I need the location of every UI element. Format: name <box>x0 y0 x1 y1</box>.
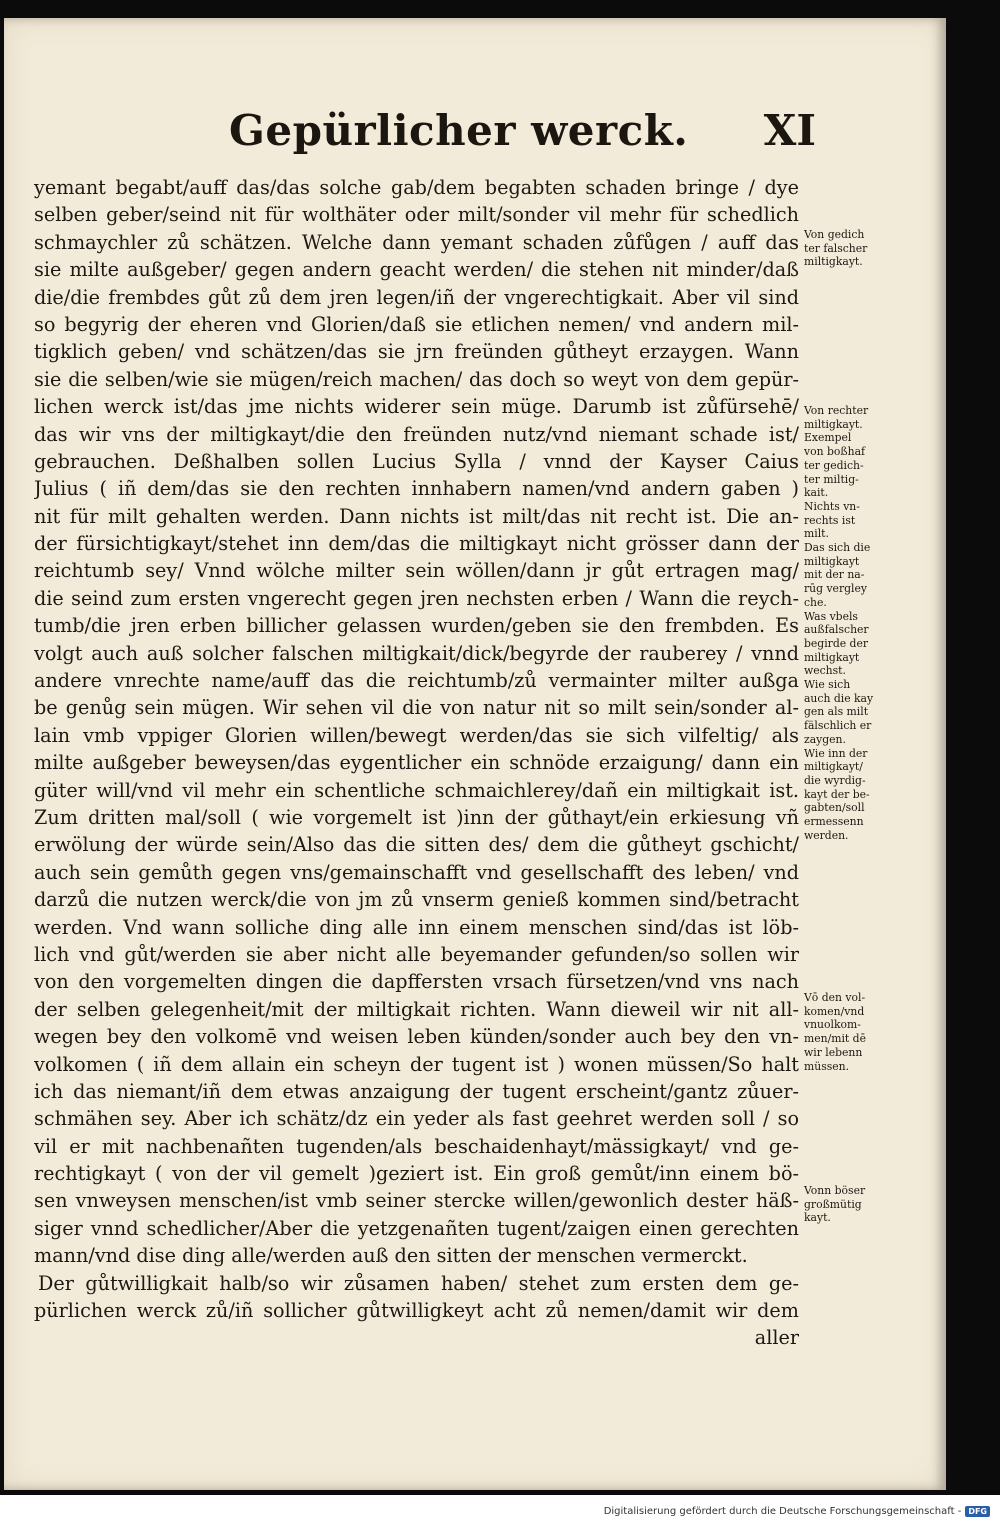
book-page <box>4 18 946 1490</box>
margin-note-line: kayt der be- <box>804 787 870 801</box>
margin-note-line: auch die kay <box>804 691 874 705</box>
text-line: sen vnweysen menschen/ist vmb seiner stercke willen/gewonlich dester häß- <box>34 1189 799 1213</box>
running-head: Gepürlicher werck. <box>229 106 689 155</box>
margin-note-line: rechts ist <box>804 513 856 527</box>
folio-number: XI <box>763 106 816 155</box>
text-line: mann/vnd dise ding alle/werden auß den sitten der menschen vermerckt. <box>34 1244 748 1268</box>
text-line: rechtigkayt ( von der vil gemelt )geziert ist. Ein groß gemůt/inn einem bö- <box>34 1162 799 1186</box>
text-line: sie die selben/wie sie mügen/reich machen/ das doch so weyt von dem gepür- <box>34 367 799 391</box>
margin-note-line: Exempel <box>804 431 852 445</box>
margin-note-line: Was vbels <box>804 609 858 623</box>
margin-note-line: gen als milt <box>804 705 869 719</box>
text-line: auch sein gemůth gegen vns/gemainschafft vnd gesellschafft des leben/ vnd <box>34 860 799 884</box>
margin-note-line: rūg vergley <box>804 582 867 596</box>
margin-note-line: die wyrdig- <box>804 773 866 787</box>
margin-note-1 <box>804 228 912 269</box>
text-line: vil er mit nachbenañten tugenden/als beschaidenhayt/mässigkayt/ vnd ge- <box>34 1134 799 1158</box>
text-line: der selben gelegenheit/mit der miltigkait richten. Wann dieweil wir nit all- <box>34 997 799 1021</box>
text-line: gebrauchen. Deßhalben sollen Lucius Sylla / vnnd der Kayser Caius <box>34 449 799 473</box>
text-line: siger vnnd schedlicher/Aber die yetzgenañten tugent/zaigen einen gerechten <box>34 1216 799 1240</box>
text-line: volkomen ( iñ dem allain ein scheyn der tugent ist ) wonen müssen/So halt <box>34 1052 799 1076</box>
margin-note-line: werden. <box>804 828 849 842</box>
text-line: die/die frembdes gůt zů dem jren legen/iñ der vngerechtigkait. Aber vil sind <box>34 285 799 309</box>
margin-note-line: begirde der <box>804 636 869 650</box>
text-line: tigklich geben/ vnd schätzen/das sie jrn freünden gůtheyt erzaygen. Wann <box>34 340 799 364</box>
margin-note-line: Von gedich <box>804 228 865 241</box>
text-line: yemant begabt/auff das/das solche gab/dem begabten schaden bringe / dye <box>34 176 799 199</box>
credit-text: Digitalisierung gefördert durch die Deutsche Forschungsgemeinschaft - <box>603 1506 962 1517</box>
digitization-credit <box>604 1506 990 1517</box>
main-text-block <box>34 174 799 1352</box>
margin-note-line: miltigkayt/ <box>804 760 863 774</box>
margin-note-line: fälschlich er <box>804 719 872 733</box>
margin-note-line: vnuolkom- <box>804 1018 861 1032</box>
margin-note-line: Wie inn der <box>804 746 868 760</box>
margin-note-line: miltigkayt <box>804 554 860 568</box>
margin-note-line: ter miltig- <box>804 472 859 486</box>
margin-note-line: von boßhaf <box>804 445 865 459</box>
margin-note-line: miltigkayt. <box>804 255 863 269</box>
margin-note-line: außfalscher <box>804 623 869 637</box>
margin-note-line: wechst. <box>804 664 846 678</box>
text-line: güter will/vnd vil mehr ein schentliche schmaichlerey/dañ ein miltigkait ist. <box>34 778 799 802</box>
margin-note-4 <box>804 1184 912 1225</box>
margin-note-line: Nichts vn- <box>804 499 860 513</box>
text-line: lain vmb vppiger Glorien willen/bewegt werden/das sie sich vilfeltig/ als <box>34 723 799 747</box>
text-line: darzů die nutzen werck/die von jm zů vnserm genieß kommen sind/betracht <box>34 888 799 912</box>
text-line: Der gůtwilligkait halb/so wir zůsamen haben/ stehet zum ersten dem ge- <box>38 1271 799 1295</box>
dfg-logo: DFG <box>965 1506 990 1517</box>
text-line: tumb/die jren erben billicher gelassen wurden/geben sie den frembden. Es <box>34 614 799 638</box>
text-line: schmähen sey. Aber ich schätz/dz ein yeder als fast geehret werden soll / so <box>34 1107 799 1131</box>
text-line: andere vnrechte name/auff das die reichtumb/zů vermainter milter außga <box>34 669 799 693</box>
text-line: Zum dritten mal/soll ( wie vorgemelt ist )inn der gůthayt/ein erkiesung vñ <box>34 805 799 829</box>
margin-note-line: Vonn böser <box>804 1184 866 1197</box>
margin-note-line: milt. <box>804 527 829 541</box>
text-line: selben geber/seind nit für wolthäter oder milt/sonder vil mehr für schedlich <box>34 203 799 227</box>
margin-note-line: ter falscher <box>804 241 868 255</box>
text-line: be genůg sein mügen. Wir sehen vil die von natur nit so milt sein/sonder al- <box>34 696 799 720</box>
text-line: reichtumb sey/ Vnnd wölche milter sein wöllen/dann jr gůt ertragen mag/ <box>34 559 799 583</box>
margin-note-line: kait. <box>804 486 829 500</box>
margin-note-line: miltigkayt <box>804 650 860 664</box>
text-line: sie milte außgeber/ gegen andern geacht werden/ die stehen nit minder/daß <box>34 258 799 282</box>
margin-note-line: kayt. <box>804 1211 831 1225</box>
margin-note-line: zaygen. <box>804 732 846 746</box>
margin-note-line: großmütig <box>804 1197 862 1211</box>
margin-note-line: wir lebenn <box>804 1045 863 1059</box>
text-line: volgt auch auß solcher falschen miltigkait/dick/begyrde der rauberey / vnnd <box>34 641 799 665</box>
margin-note-line: ermessenn <box>804 815 864 829</box>
text-line: ich das niemant/iñ dem etwas anzaigung der tugent erscheint/gantz zůuer- <box>34 1079 799 1103</box>
margin-note-line: komen/vnd <box>804 1004 865 1018</box>
margin-note-2 <box>804 404 912 843</box>
text-line: von den vorgemelten dingen die dapffersten vrsach fürsetzen/vnd vns nach <box>34 970 799 994</box>
margin-note-line: Das sich die <box>804 541 871 555</box>
text-line: der fürsichtigkayt/stehet inn dem/das die miltigkayt nicht grösser dann der <box>34 532 799 556</box>
margin-note-line: gabten/soll <box>804 801 865 815</box>
margin-note-line: ter gedich- <box>804 458 864 472</box>
text-line: milte außgeber beweysen/das eygentlicher ein schnöde erzaigung/ dann ein <box>34 751 799 775</box>
catchword: aller <box>754 1326 799 1350</box>
text-line: schmaychler zů schätzen. Welche dann yemant schaden zůfůgen / auff das <box>34 230 799 254</box>
text-line: Julius ( iñ dem/das sie den rechten innhabern namen/vnd andern gaben ) <box>34 477 799 501</box>
text-line: so begyrig der eheren vnd Glorien/daß sie etlichen nemen/ vnd andern mil- <box>34 312 799 336</box>
margin-note-line: Von rechter <box>804 404 869 417</box>
margin-note-line: Vō den vol- <box>804 991 866 1004</box>
text-line: lich vnd gůt/werden sie aber nicht alle beyemander gefunden/so sollen wir <box>34 942 799 966</box>
margin-note-line: Wie sich <box>804 678 851 692</box>
margin-note-line: che. <box>804 595 827 609</box>
margin-note-line: miltigkayt. <box>804 417 863 431</box>
margin-note-line: mit der na- <box>804 568 865 582</box>
text-line: lichen werck ist/das jme nichts widerer sein müge. Darumb ist zůfürsehē/ <box>34 395 799 419</box>
text-line: wegen bey den volkomē vnd weisen leben künden/sonder auch bey den vn- <box>34 1025 799 1049</box>
margin-note-line: müssen. <box>804 1059 850 1073</box>
text-line: erwölung der würde sein/Also das die sitten des/ dem die gůtheyt gschicht/ <box>34 833 799 857</box>
text-line: pürlichen werck zů/iñ sollicher gůtwilligkeyt acht zů nemen/damit wir dem <box>34 1299 799 1323</box>
text-line: die seind zum ersten vngerecht gegen jren nechsten erben / Wann die reych- <box>34 586 799 610</box>
text-line: nit für milt gehalten werden. Dann nichts ist milt/das nit recht ist. Die an- <box>34 504 799 528</box>
margin-note-line: men/mit dē <box>804 1032 866 1046</box>
margin-note-3 <box>804 991 912 1073</box>
text-line: das wir vns der miltigkayt/die den freünden nutz/vnd niemant schade ist/ <box>34 422 799 446</box>
text-line: werden. Vnd wann solliche ding alle inn einem menschen sind/das ist löb- <box>34 915 799 939</box>
